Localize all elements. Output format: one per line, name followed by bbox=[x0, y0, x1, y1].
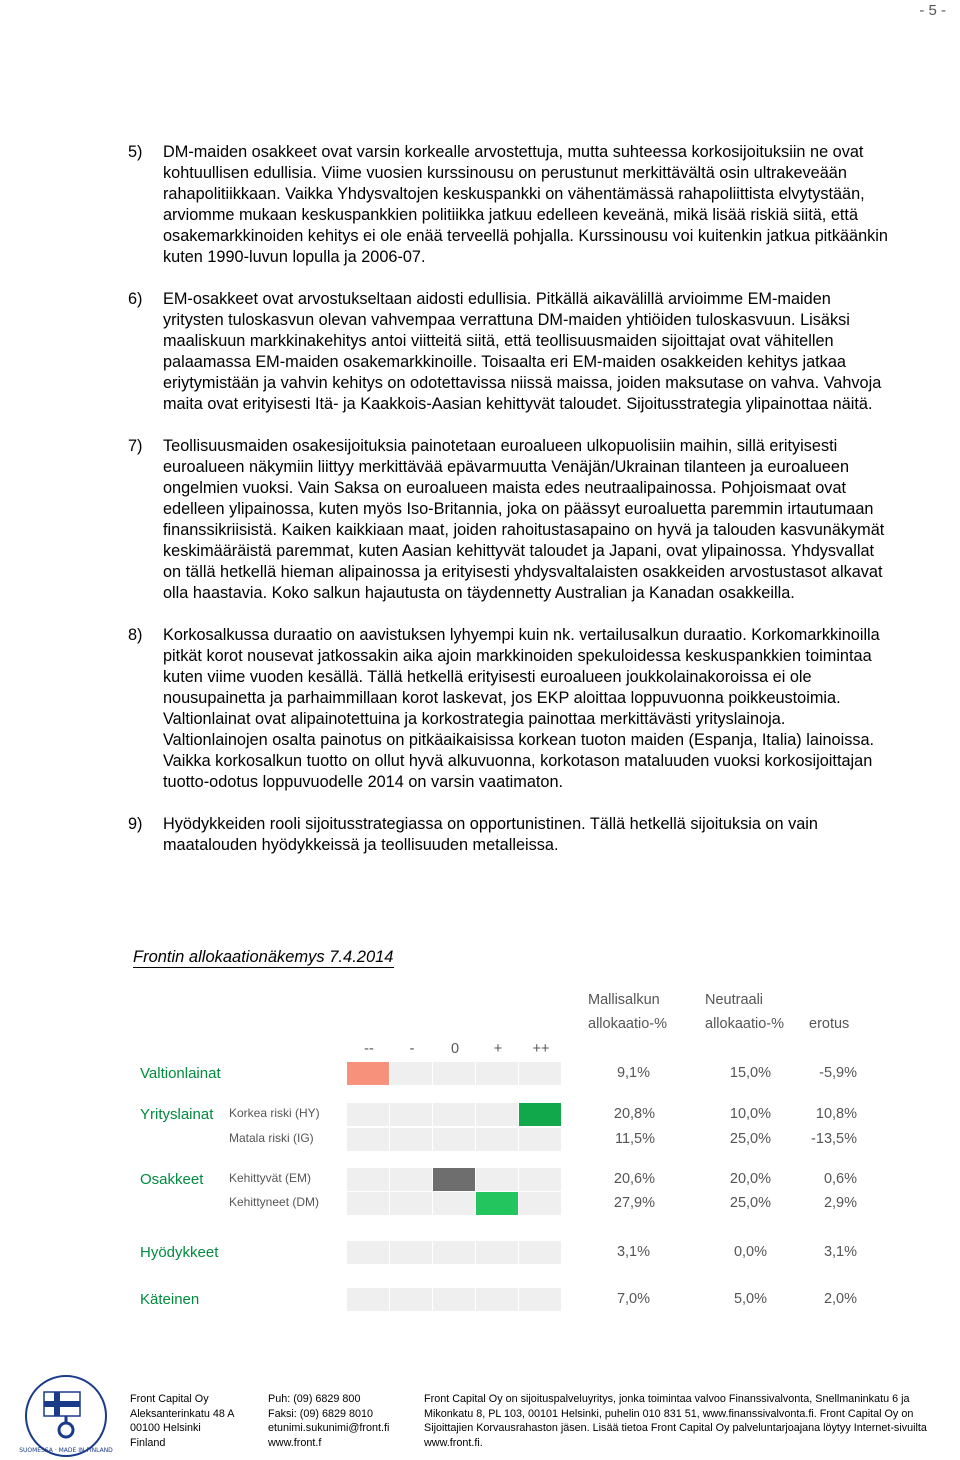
portfolio-value: 20,6% bbox=[613, 1171, 655, 1187]
portfolio-value: 3,1% bbox=[616, 1244, 650, 1260]
allocation-cells bbox=[347, 1103, 561, 1126]
diff-value: 2,0% bbox=[823, 1291, 857, 1307]
page-footer bbox=[0, 1370, 960, 1460]
list-item bbox=[128, 625, 888, 793]
portfolio-value: 7,0% bbox=[616, 1291, 650, 1307]
diff-value: -5,9% bbox=[819, 1065, 857, 1081]
header-portfolio-1: Mallisalkun bbox=[588, 992, 660, 1008]
allocation-cell bbox=[390, 1062, 432, 1085]
allocation-cell bbox=[390, 1168, 432, 1191]
numbered-list bbox=[128, 142, 888, 877]
subcategory-label: Korkea riski (HY) bbox=[229, 1106, 320, 1120]
allocation-marker bbox=[347, 1062, 389, 1085]
allocation-cell bbox=[476, 1128, 518, 1151]
allocation-cell bbox=[390, 1241, 432, 1264]
allocation-cell bbox=[433, 1062, 475, 1085]
diff-value: -13,5% bbox=[811, 1131, 857, 1147]
item-number: 8) bbox=[128, 626, 143, 644]
allocation-cell bbox=[433, 1128, 475, 1151]
scale-negative: - bbox=[409, 1041, 415, 1057]
footer-website-link[interactable]: www.front.f bbox=[268, 1436, 322, 1449]
neutral-value: 15,0% bbox=[729, 1065, 771, 1081]
allocation-cell bbox=[433, 1288, 475, 1311]
footer-line: Finland bbox=[130, 1436, 166, 1449]
scale-neutral: 0 bbox=[450, 1041, 460, 1057]
allocation-cell bbox=[476, 1103, 518, 1126]
allocation-cell bbox=[519, 1062, 561, 1085]
category-label: Käteinen bbox=[140, 1291, 200, 1308]
allocation-cell bbox=[347, 1288, 389, 1311]
neutral-value: 0,0% bbox=[733, 1244, 767, 1260]
allocation-cells bbox=[347, 1192, 561, 1215]
portfolio-value: 27,9% bbox=[613, 1195, 655, 1211]
allocation-cells bbox=[347, 1168, 561, 1191]
category-label: Valtionlainat bbox=[140, 1065, 221, 1082]
logo-text: SUOMESSA · MADE IN FINLAND bbox=[19, 1447, 113, 1454]
scale-positive: + bbox=[493, 1041, 503, 1057]
item-number: 5) bbox=[128, 143, 143, 161]
footer-company bbox=[130, 1392, 234, 1450]
item-number: 7) bbox=[128, 437, 143, 455]
footer-phone: Puh: (09) 6829 800 bbox=[268, 1393, 361, 1405]
footer-website-link[interactable]: www.front.fi. bbox=[424, 1436, 483, 1449]
allocation-cell bbox=[476, 1288, 518, 1311]
neutral-value: 25,0% bbox=[729, 1195, 771, 1211]
header-neutral-1: Neutraali bbox=[705, 992, 764, 1008]
item-text: DM-maiden osakkeet ovat varsin korkealle arvostettuja, mutta suhteessa korkosijoituksiin ne ovat kohtuullisen edullisia. Viime vuosien kurssinousu on perustunut merkittävältä osin ultrakeveään rahapolitiikkaan. Vaikka Yhdysvaltojen keskuspankki on vähentämässä rahapoliittista elvytystään, arviomme mukaan keskuspankkien politiikka jatkuu edelleen keveänä, mikä lisää riskiä siitä, että osakemarkkinoiden kehitys ei ole enää terveellä pohjalla. Kurssinousu voi kuitenkin jatkua pitkäänkin kuten 1990-luvun lopulla ja 2006-07. bbox=[163, 143, 888, 266]
subcategory-label: Kehittyneet (DM) bbox=[229, 1195, 320, 1209]
allocation-cell bbox=[347, 1168, 389, 1191]
allocation-cell bbox=[347, 1128, 389, 1151]
footer-line: Mikonkatu 8, PL 103, 00101 Helsinki, puhelin 010 831 51, www.finanssivalvonta.fi. Front Capital Oy on bbox=[424, 1407, 914, 1420]
allocation-cell bbox=[519, 1241, 561, 1264]
header-portfolio-2: allokaatio-% bbox=[588, 1016, 667, 1032]
neutral-value: 20,0% bbox=[729, 1171, 771, 1187]
allocation-cell bbox=[433, 1103, 475, 1126]
allocation-cell bbox=[519, 1168, 561, 1191]
portfolio-value: 9,1% bbox=[616, 1065, 650, 1081]
page-number: - 5 - bbox=[919, 2, 946, 19]
allocation-cell bbox=[476, 1168, 518, 1191]
list-item bbox=[128, 436, 888, 604]
allocation-cell bbox=[347, 1103, 389, 1126]
item-text: EM-osakkeet ovat arvostukseltaan aidosti edullisia. Pitkällä aikavälillä arvioimme EM-maiden yritysten tuloskasvun olevan vahvempaa verrattuna DM-maiden yhtiöiden tuloskasvuun. Lisäksi maaliskuun markkinakehitys antoi viitteitä siitä, että teollisuusmaiden sijoittajat ovat vähitellen palaamassa EM-maiden osakemarkkinoille. Toisaalta eri EM-maiden osakkeiden kehitys jatkaa eriytymistään ja vahvin kehitys on odotettavissa niissä maissa, joiden maksutase on vahva. Vahvoja maita ovat erityisesti Itä- ja Kaakkois-Aasian kehittyvät taloudet. Sijoitusstrategia ylipainottaa näitä. bbox=[163, 290, 882, 413]
allocation-marker bbox=[476, 1192, 518, 1215]
diff-value: 3,1% bbox=[823, 1244, 857, 1260]
allocation-cell bbox=[519, 1128, 561, 1151]
allocation-cells bbox=[347, 1062, 561, 1085]
allocation-title: Frontin allokaationäkemys 7.4.2014 bbox=[133, 948, 394, 966]
item-number: 9) bbox=[128, 815, 143, 833]
neutral-value: 10,0% bbox=[729, 1106, 771, 1122]
list-item bbox=[128, 289, 888, 415]
allocation-marker bbox=[433, 1168, 475, 1191]
allocation-cell bbox=[519, 1288, 561, 1311]
footer-line: Front Capital Oy bbox=[130, 1393, 209, 1405]
list-item bbox=[128, 142, 888, 268]
category-label: Yrityslainat bbox=[140, 1106, 214, 1123]
allocation-cells bbox=[347, 1128, 561, 1151]
allocation-cell bbox=[347, 1241, 389, 1264]
footer-disclaimer bbox=[424, 1392, 927, 1450]
footer-line: 00100 Helsinki bbox=[130, 1422, 201, 1434]
header-diff: erotus bbox=[809, 1016, 850, 1032]
header-neutral-2: allokaatio-% bbox=[705, 1016, 784, 1032]
scale-very-negative: -- bbox=[364, 1041, 374, 1057]
item-number: 6) bbox=[128, 290, 143, 308]
allocation-cell bbox=[476, 1062, 518, 1085]
allocation-cell bbox=[390, 1192, 432, 1215]
neutral-value: 25,0% bbox=[729, 1131, 771, 1147]
allocation-cell bbox=[433, 1241, 475, 1264]
allocation-cells bbox=[347, 1288, 561, 1311]
footer-line: Aleksanterinkatu 48 A bbox=[130, 1407, 235, 1420]
category-label: Osakkeet bbox=[140, 1171, 204, 1188]
allocation-cell bbox=[433, 1192, 475, 1215]
allocation-cell bbox=[476, 1241, 518, 1264]
allocation-cell bbox=[390, 1103, 432, 1126]
subcategory-label: Kehittyvät (EM) bbox=[229, 1171, 312, 1185]
footer-line: Sijoittajien Korvausrahaston jäsen. Lisää tietoa Front Capital Oy palveluntarjoajana löytyy Internet-sivuilta bbox=[424, 1422, 927, 1434]
neutral-value: 5,0% bbox=[733, 1291, 767, 1307]
item-text: Teollisuusmaiden osakesijoituksia painotetaan euroalueen ulkopuolisiin maihin, sillä erityisesti euroalueen näkymiin liittyy merkittävää epävarmuutta Venäjän/Ukrainan tilanteen ja euroalueen ongelmien vuoksi. Vain Saksa on euroalueen maista edes neutraalipainossa. Pohjoismaat ovat edelleen ylipainossa, kuten myös Iso-Britannia, joka on päässyt euroaluetta paremmin irtautumaan finanssikriisistä. Kaiken kaikkiaan maat, joiden rahoitustasapaino on hyvä ja talouden kasvunäkymät keskimääräistä paremmat, kuten Aasian kehittyvät taloudet ja Japani, ovat ylipainossa. Yhdysvallat on tällä hetkellä hieman alipainossa ja erityisesti yhdysvaltalaisten osakkeiden arvostustasot alkavat olla haastavia. Koko salkun hajautusta on täydennetty Australian ja Kanadan osakkeilla. bbox=[163, 437, 885, 602]
allocation-cell bbox=[390, 1288, 432, 1311]
diff-value: 2,9% bbox=[823, 1195, 857, 1211]
category-label: Hyödykkeet bbox=[140, 1244, 219, 1261]
key-flag-logo bbox=[10, 1372, 122, 1458]
list-item bbox=[128, 814, 888, 856]
diff-value: 10,8% bbox=[815, 1106, 857, 1122]
allocation-cell bbox=[347, 1192, 389, 1215]
allocation-cells bbox=[347, 1241, 561, 1264]
allocation-marker bbox=[519, 1103, 561, 1126]
footer-email-link[interactable]: etunimi.sukunimi@front.fi bbox=[268, 1422, 390, 1434]
allocation-cell bbox=[390, 1128, 432, 1151]
subcategory-label: Matala riski (IG) bbox=[229, 1131, 314, 1145]
item-text: Hyödykkeiden rooli sijoitusstrategiassa on opportunistinen. Tällä hetkellä sijoituksia on vain maatalouden hyödykkeissä ja teollisuuden metalleissa. bbox=[163, 815, 818, 854]
portfolio-value: 11,5% bbox=[614, 1131, 655, 1147]
diff-value: 0,6% bbox=[823, 1171, 857, 1187]
item-text: Korkosalkussa duraatio on aavistuksen lyhyempi kuin nk. vertailusalkun duraatio. Korkomarkkinoilla pitkät korot nousevat jatkossakin aika ajoin markkinoiden spekuloidessa keskuspankkien toimintaa kuten viime vuoden kesällä. Tällä hetkellä erityisesti euroalueen joukkolainakoroissa ei ole nousupainetta ja parhaimmillaan korot laskevat, jos EKP aloittaa loppuvuonna poikkeustoimia. Valtionlainat ovat alipainotettuina ja korkostrategia painottaa merkittävästi yrityslainoja. Valtionlainojen osalta painotus on pitkäaikaisissa korkean tuoton maiden (Espanja, Italia) lainoissa. Vaikka korkosalkun tuotto on ollut hyvä alkuvuonna, korkotason mataluuden vuoksi korkosijoittajan tuotto-odotus loppuvuodelle 2014 on varsin vaatimaton. bbox=[163, 626, 880, 791]
allocation-cell bbox=[519, 1192, 561, 1215]
scale-very-positive: ++ bbox=[532, 1041, 550, 1057]
footer-contact bbox=[268, 1392, 389, 1450]
footer-fax: Faksi: (09) 6829 8010 bbox=[268, 1407, 374, 1420]
footer-line: Front Capital Oy on sijoituspalveluyritys, jonka toimintaa valvoo Finanssivalvonta, Snellmaninkatu 6 ja bbox=[424, 1393, 910, 1405]
portfolio-value: 20,8% bbox=[613, 1106, 655, 1122]
